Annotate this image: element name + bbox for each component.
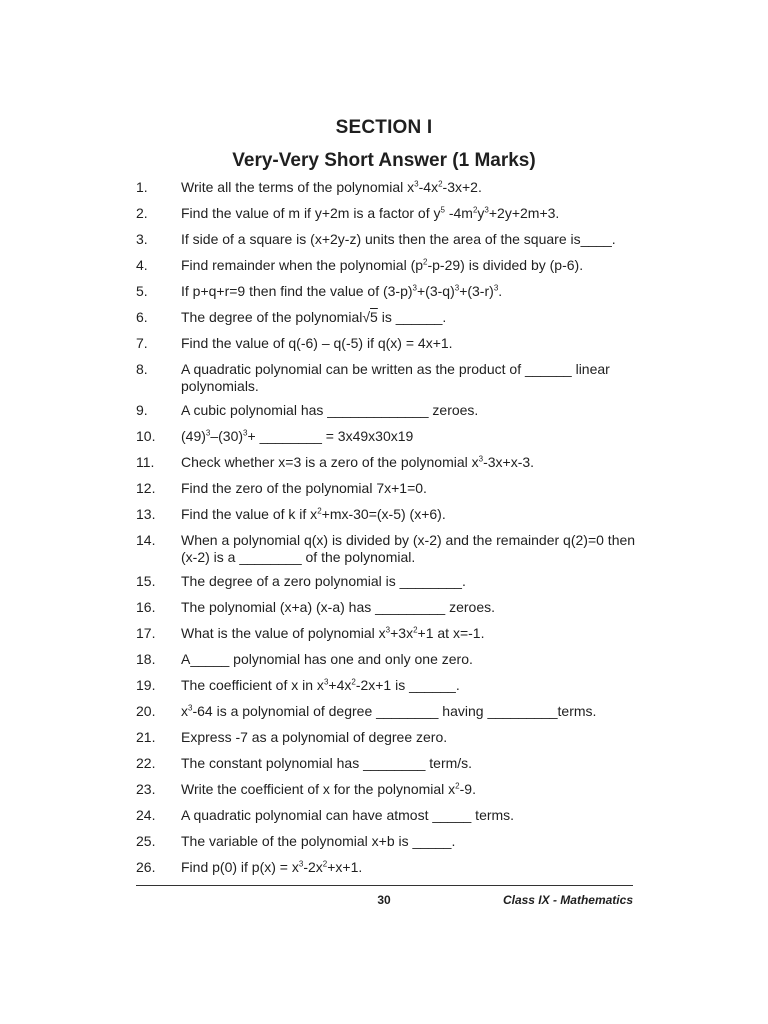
question-item: [136, 677, 636, 694]
question-item: [136, 625, 636, 642]
question-item: [136, 755, 636, 772]
footer-divider: [136, 885, 633, 886]
question-text: If side of a square is (x+2y-z) units then the area of the square is____.: [181, 231, 616, 247]
question-text: A quadratic polynomial can have atmost _____ terms.: [181, 807, 515, 823]
question-number: 19.: [136, 677, 156, 693]
question-number: 6.: [136, 309, 148, 325]
question-number: 3.: [136, 231, 148, 247]
question-item: [136, 532, 636, 566]
question-number: 7.: [136, 335, 148, 351]
question-item: [136, 729, 636, 746]
question-number: 1.: [136, 179, 148, 195]
question-text: Find p(0) if $p(x) = x^3-2x^2+x+1$.: [181, 859, 363, 875]
question-item: [136, 859, 636, 876]
question-text: Find the value of m if y+2m is a factor of $y^5$ $-4m^2y^3+2y+2m+3$.: [181, 205, 560, 221]
question-item: [136, 480, 636, 497]
section-heading: SECTION I: [335, 117, 433, 138]
question-number: 9.: [136, 402, 148, 418]
page-number: 30: [377, 893, 391, 907]
question-number: 14.: [136, 532, 156, 548]
question-text: Find remainder when the polynomial $(p^2-p-29)$ is divided by (p-6).: [181, 257, 584, 273]
question-item: [136, 402, 636, 419]
question-number: 5.: [136, 283, 148, 299]
question-number: 17.: [136, 625, 156, 641]
question-item: [136, 454, 636, 471]
question-number: 13.: [136, 506, 156, 522]
question-item: [136, 361, 636, 395]
question-number: 12.: [136, 480, 156, 496]
question-text: A cubic polynomial has _____________ zeroes.: [181, 402, 479, 418]
question-item: [136, 179, 636, 196]
question-number: 23.: [136, 781, 156, 797]
question-item: [136, 309, 636, 326]
question-item: [136, 573, 636, 590]
question-text: A quadratic polynomial can be written as the product of ______ linear polynomials.: [181, 361, 610, 394]
question-number: 11.: [136, 454, 155, 470]
question-text: Check whether x=3 is a zero of the polynomial $x^3-3x+x-3$.: [181, 454, 535, 470]
question-text: $(49)^3-(30)^3+$ ________ = 3x49x30x19: [181, 428, 414, 444]
question-number: 24.: [136, 807, 156, 823]
question-text: $x^3-64$ is a polynomial of degree ________ having _________terms.: [181, 703, 597, 719]
question-number: 2.: [136, 205, 148, 221]
question-item: [136, 506, 636, 523]
question-number: 25.: [136, 833, 156, 849]
question-number: 4.: [136, 257, 148, 273]
book-title: Class IX - Mathematics: [502, 893, 633, 907]
question-text: Find the value of q(-6) – q(-5) if q(x) = 4x+1.: [181, 335, 453, 351]
question-number: 18.: [136, 651, 156, 667]
question-item: [136, 428, 636, 445]
question-text: The degree of the polynomial√5 is ______.: [181, 309, 447, 325]
question-number: 21.: [136, 729, 156, 745]
question-number: 15.: [136, 573, 156, 589]
question-text: A_____ polynomial has one and only one zero.: [181, 651, 473, 667]
question-item: [136, 205, 636, 222]
question-item: [136, 335, 636, 352]
question-text: When a polynomial q(x) is divided by (x-2) and the remainder q(2)=0 then (x-2) is a ________ of the polynomial.: [181, 532, 636, 565]
question-item: [136, 703, 636, 720]
question-text: The coefficient of x in $x^3+4x^2-2x+1$ is ______.: [181, 677, 460, 693]
section-subtitle: Very-Very Short Answer (1 Marks): [232, 150, 536, 171]
question-number: 20.: [136, 703, 156, 719]
question-number: 8.: [136, 361, 148, 377]
question-text: Write the coefficient of x for the polynomial $x^2-9$.: [181, 781, 476, 797]
question-text: The polynomial (x+a) (x-a) has _________ zeroes.: [181, 599, 496, 615]
question-text: Find the zero of the polynomial 7x+1=0.: [181, 480, 427, 496]
question-number: 22.: [136, 755, 156, 771]
question-text: The variable of the polynomial x+b is _____.: [181, 833, 456, 849]
question-text: The degree of a zero polynomial is ________.: [181, 573, 466, 589]
question-item: [136, 257, 636, 274]
question-item: [136, 231, 636, 248]
question-text: What is the value of polynomial $x^3+3x^2+1$ at x=-1.: [181, 625, 485, 641]
question-number: 26.: [136, 859, 156, 875]
question-text: The constant polynomial has ________ term/s.: [181, 755, 473, 771]
question-text: Express -7 as a polynomial of degree zero.: [181, 729, 448, 745]
question-item: [136, 651, 636, 668]
question-item: [136, 807, 636, 824]
question-number: 16.: [136, 599, 156, 615]
question-item: [136, 833, 636, 850]
question-number: 10.: [136, 428, 156, 444]
question-text: Write all the terms of the polynomial $x^3-4x^2-3x+2$.: [181, 179, 482, 195]
question-text: Find the value of k if $x^2+mx-30=(x-5)$ (x+6).: [181, 506, 446, 522]
question-text: If p+q+r=9 then find the value of $(3-p)^3+(3-q)^3+(3-r)^3$.: [181, 283, 503, 299]
question-list: [136, 179, 636, 885]
question-item: [136, 781, 636, 798]
question-item: [136, 599, 636, 616]
question-item: [136, 283, 636, 300]
